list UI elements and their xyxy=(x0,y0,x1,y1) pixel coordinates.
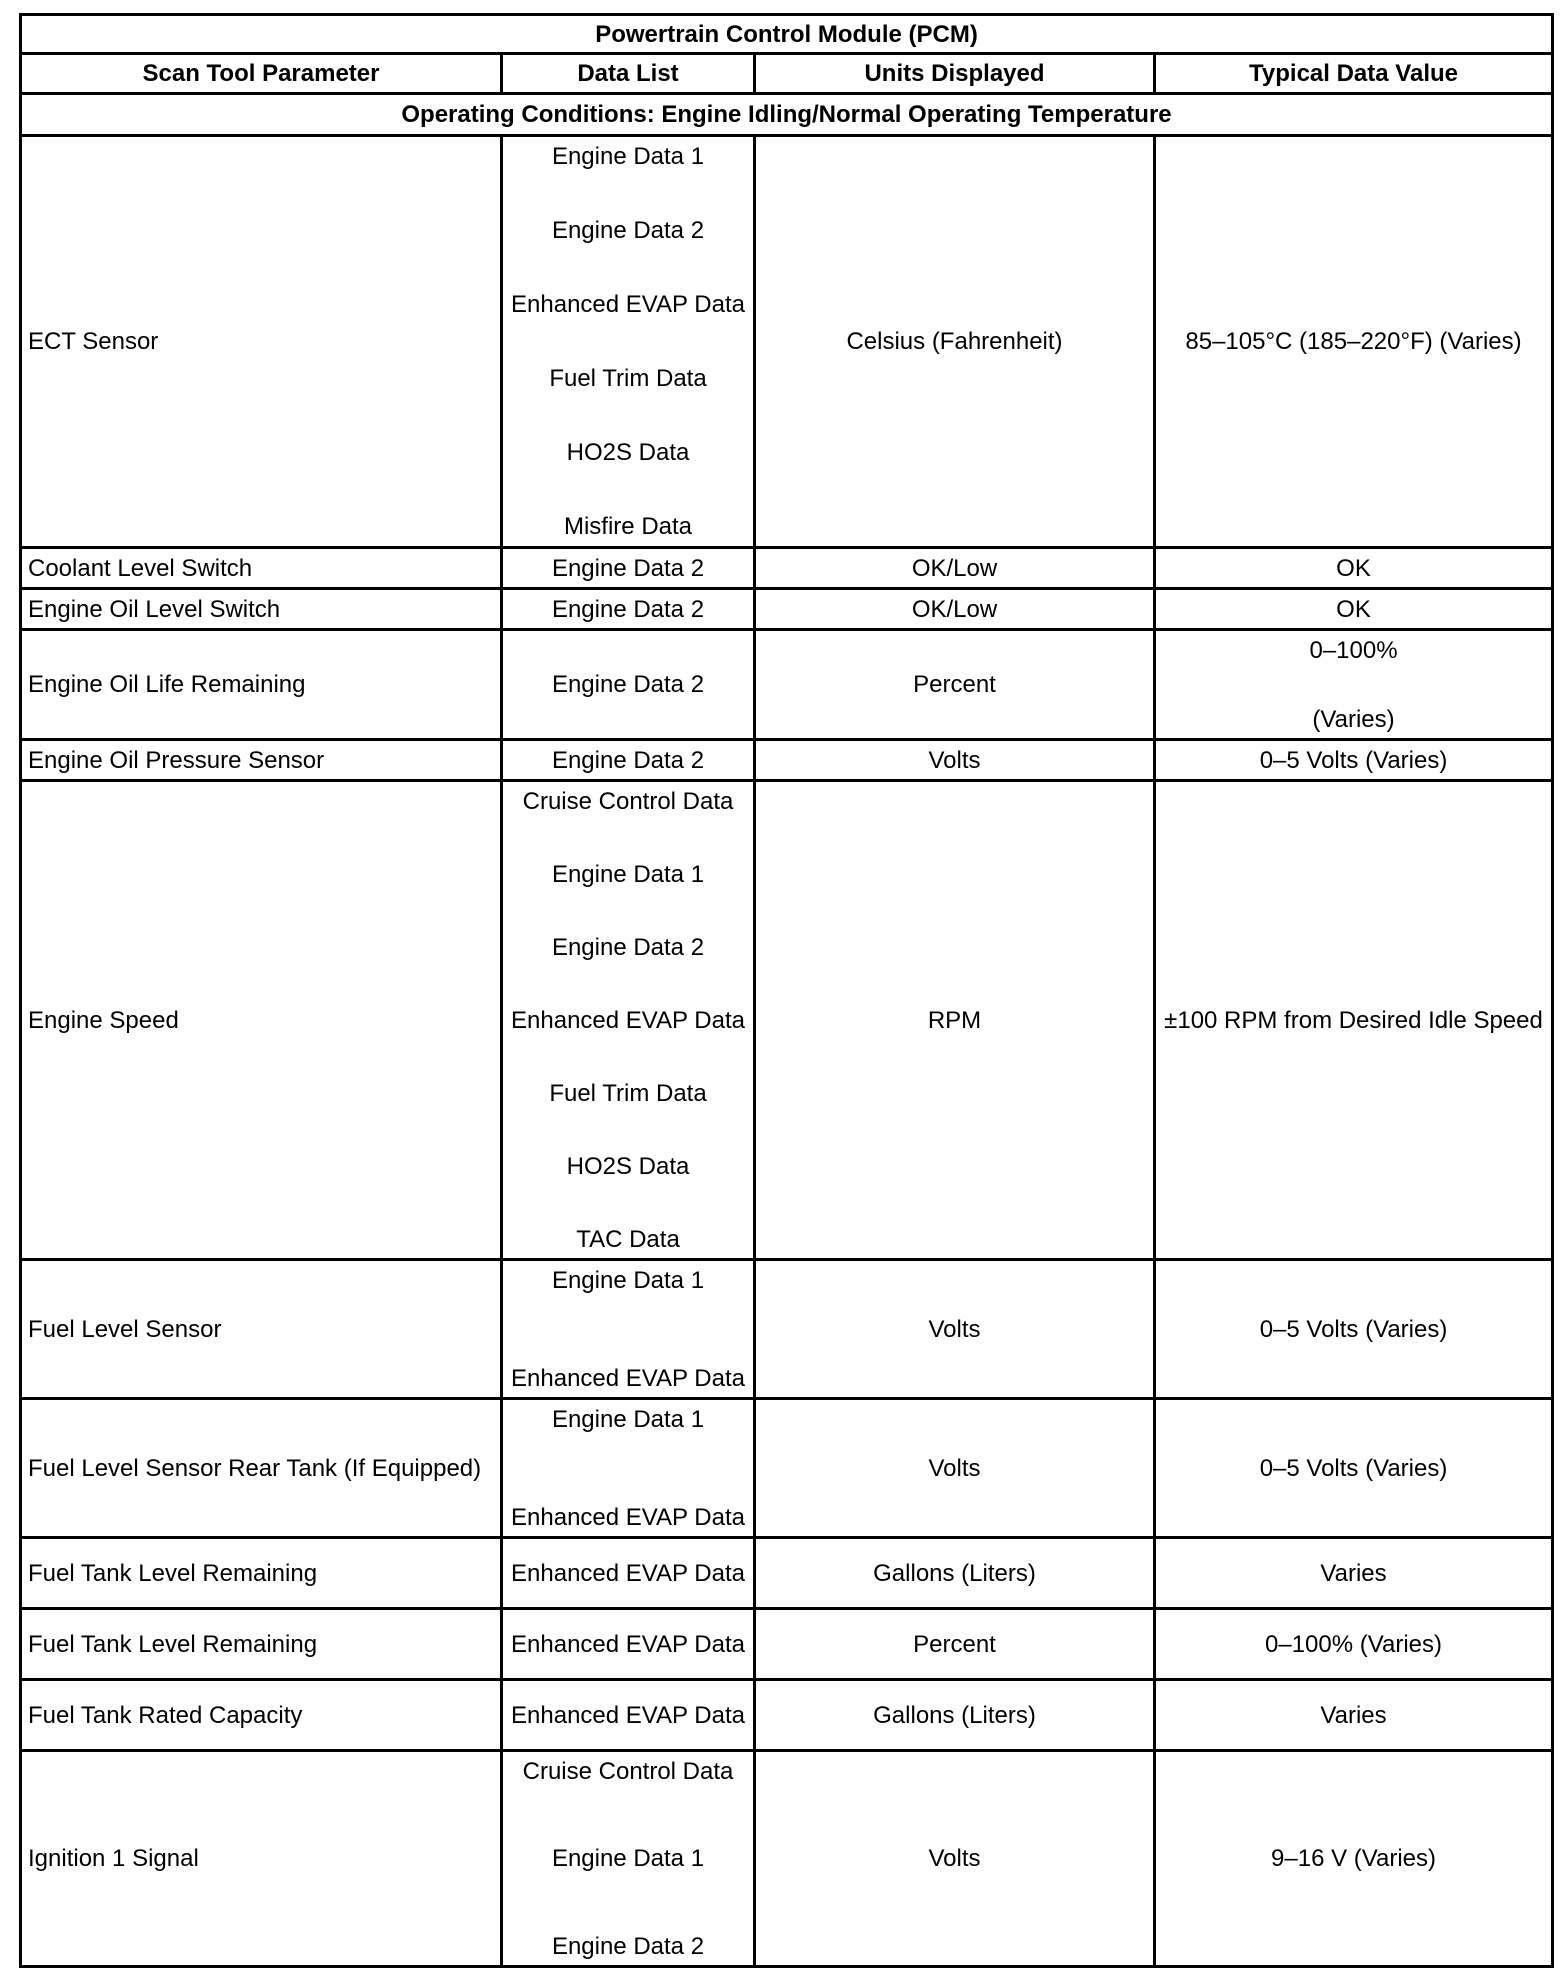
scan-tool-parameter-cell: Coolant Level Switch xyxy=(21,548,502,589)
scan-tool-parameter-cell: Fuel Tank Level Remaining xyxy=(21,1609,502,1680)
data-list-cell xyxy=(502,1751,755,1967)
data-list-cell xyxy=(502,740,755,781)
data-list-item: Fuel Trim Data xyxy=(549,365,707,393)
units-displayed-cell: OK/Low xyxy=(755,589,1155,630)
header-scan-tool-parameter: Scan Tool Parameter xyxy=(21,54,502,94)
data-list-stack xyxy=(509,787,747,1254)
data-list-item: Engine Data 2 xyxy=(551,933,705,961)
data-list-stack xyxy=(509,1266,747,1393)
data-list-cell xyxy=(502,1260,755,1399)
data-list-item: TAC Data xyxy=(576,1225,680,1253)
typical-data-value-cell xyxy=(1155,1680,1553,1751)
typical-data-value-cell xyxy=(1155,740,1553,781)
table-row xyxy=(21,136,1553,548)
table-row xyxy=(21,1538,1553,1609)
table-row xyxy=(21,1260,1553,1399)
typical-value-stack xyxy=(1162,746,1545,775)
typical-data-value-cell xyxy=(1155,630,1553,740)
table-row xyxy=(21,1399,1553,1538)
header-data-list: Data List xyxy=(502,54,755,94)
data-list-item: Engine Data 2 xyxy=(551,595,705,623)
data-list-item: Enhanced EVAP Data xyxy=(511,1006,745,1034)
header-units-displayed: Units Displayed xyxy=(755,54,1155,94)
data-list-cell xyxy=(502,1538,755,1609)
typical-data-value-cell xyxy=(1155,136,1553,548)
typical-value-line: ±100 RPM from Desired Idle Speed xyxy=(1164,1006,1543,1034)
typical-value-stack xyxy=(1162,1615,1545,1674)
units-displayed-cell: Volts xyxy=(755,740,1155,781)
data-list-item: HO2S Data xyxy=(566,1152,690,1180)
units-displayed-cell: Percent xyxy=(755,1609,1155,1680)
typical-value-line: 0–5 Volts (Varies) xyxy=(1259,746,1448,774)
typical-value-line: 0–5 Volts (Varies) xyxy=(1259,1315,1448,1343)
typical-value-line: 0–100% (Varies) xyxy=(1265,1630,1442,1658)
data-list-item: Engine Data 2 xyxy=(551,671,705,698)
data-list-stack xyxy=(509,746,747,775)
units-displayed-cell: Volts xyxy=(755,1399,1155,1538)
data-list-item: Engine Data 1 xyxy=(551,860,705,888)
typical-value-line: 0–100% xyxy=(1309,636,1398,664)
typical-value-stack xyxy=(1162,595,1545,624)
units-displayed-cell: Volts xyxy=(755,1260,1155,1399)
data-list-stack xyxy=(509,1544,747,1603)
typical-data-value-cell xyxy=(1155,781,1553,1260)
data-list-cell xyxy=(502,1680,755,1751)
scan-tool-parameter-cell: ECT Sensor xyxy=(21,136,502,548)
data-list-cell xyxy=(502,548,755,589)
data-list-item: Engine Data 1 xyxy=(551,1845,705,1872)
data-list-item: Enhanced EVAP Data xyxy=(511,1630,745,1658)
data-list-cell xyxy=(502,630,755,740)
typical-data-value-cell xyxy=(1155,1399,1553,1538)
data-list-item: Cruise Control Data xyxy=(522,1757,734,1785)
table-row xyxy=(21,589,1553,630)
typical-data-value-cell xyxy=(1155,589,1553,630)
scan-tool-parameter-cell: Engine Oil Pressure Sensor xyxy=(21,740,502,781)
typical-value-stack xyxy=(1162,1266,1545,1393)
header-typical-data-value: Typical Data Value xyxy=(1155,54,1553,94)
data-list-item: Enhanced EVAP Data xyxy=(511,290,745,318)
typical-value-stack xyxy=(1162,142,1545,542)
typical-data-value-cell xyxy=(1155,1751,1553,1967)
typical-value-stack xyxy=(1162,1757,1545,1961)
table-row xyxy=(21,781,1553,1260)
units-displayed-cell: Percent xyxy=(755,630,1155,740)
units-displayed-cell: Volts xyxy=(755,1751,1155,1967)
typical-data-value-cell xyxy=(1155,548,1553,589)
units-displayed-cell: Celsius (Fahrenheit) xyxy=(755,136,1155,548)
table-row xyxy=(21,1751,1553,1967)
scan-tool-parameter-cell: Engine Oil Life Remaining xyxy=(21,630,502,740)
typical-value-stack xyxy=(1162,554,1545,583)
units-displayed-cell: RPM xyxy=(755,781,1155,1260)
typical-value-line: OK xyxy=(1336,554,1371,582)
data-list-cell xyxy=(502,781,755,1260)
units-displayed-cell: Gallons (Liters) xyxy=(755,1538,1155,1609)
typical-data-value-cell xyxy=(1155,1609,1553,1680)
typical-value-stack xyxy=(1162,787,1545,1254)
scan-tool-parameter-cell: Ignition 1 Signal xyxy=(21,1751,502,1967)
data-list-stack xyxy=(509,595,747,624)
table-title-row xyxy=(21,15,1553,54)
data-list-item: Enhanced EVAP Data xyxy=(511,1559,745,1587)
data-list-item: Engine Data 1 xyxy=(551,142,705,170)
typical-value-line: 9–16 V (Varies) xyxy=(1271,1845,1436,1872)
data-list-cell xyxy=(502,589,755,630)
scan-tool-parameter-cell: Fuel Tank Rated Capacity xyxy=(21,1680,502,1751)
typical-value-line: Varies xyxy=(1320,1701,1387,1729)
table-row xyxy=(21,1680,1553,1751)
typical-value-stack xyxy=(1162,1544,1545,1603)
scan-tool-parameter-cell: Fuel Level Sensor xyxy=(21,1260,502,1399)
data-list-item: Enhanced EVAP Data xyxy=(511,1701,745,1729)
data-list-item: Engine Data 2 xyxy=(551,554,705,582)
typical-data-value-cell xyxy=(1155,1260,1553,1399)
typical-value-stack xyxy=(1162,1405,1545,1532)
data-list-stack xyxy=(509,1615,747,1674)
data-list-item: Engine Data 2 xyxy=(551,746,705,774)
data-list-item: Engine Data 2 xyxy=(551,1932,705,1960)
table-row xyxy=(21,548,1553,589)
units-displayed-cell: Gallons (Liters) xyxy=(755,1680,1155,1751)
data-list-stack xyxy=(509,142,747,542)
data-list-stack xyxy=(509,554,747,583)
pcm-data-table xyxy=(19,13,1554,1968)
data-list-cell xyxy=(502,1609,755,1680)
data-list-item: Fuel Trim Data xyxy=(549,1079,707,1107)
typical-value-line: 85–105°C (185–220°F) (Varies) xyxy=(1185,328,1522,355)
data-list-item: Enhanced EVAP Data xyxy=(511,1503,745,1531)
table-row xyxy=(21,630,1553,740)
table-body xyxy=(21,136,1553,1967)
table-title: Powertrain Control Module (PCM) xyxy=(21,15,1553,54)
data-list-item: HO2S Data xyxy=(566,439,690,467)
data-list-stack xyxy=(509,1686,747,1745)
scan-tool-parameter-cell: Engine Speed xyxy=(21,781,502,1260)
scan-tool-parameter-cell: Fuel Level Sensor Rear Tank (If Equipped) xyxy=(21,1399,502,1538)
data-list-stack xyxy=(509,1757,747,1961)
data-list-item: Engine Data 1 xyxy=(551,1266,705,1294)
data-list-item: Engine Data 2 xyxy=(551,216,705,244)
typical-value-stack xyxy=(1162,636,1545,734)
data-list-item: Misfire Data xyxy=(563,513,693,541)
operating-conditions: Operating Conditions: Engine Idling/Normal Operating Temperature xyxy=(21,94,1553,136)
typical-value-line: 0–5 Volts (Varies) xyxy=(1259,1454,1448,1482)
pcm-data-table-container xyxy=(19,13,1551,1968)
data-list-cell xyxy=(502,136,755,548)
typical-data-value-cell xyxy=(1155,1538,1553,1609)
data-list-item: Enhanced EVAP Data xyxy=(511,1364,745,1392)
table-row xyxy=(21,1609,1553,1680)
typical-value-line: Varies xyxy=(1320,1559,1387,1587)
data-list-item: Cruise Control Data xyxy=(522,787,734,815)
table-row xyxy=(21,740,1553,781)
units-displayed-cell: OK/Low xyxy=(755,548,1155,589)
data-list-stack xyxy=(509,1405,747,1532)
data-list-stack xyxy=(509,636,747,734)
section-row xyxy=(21,94,1553,136)
typical-value-line: (Varies) xyxy=(1312,705,1395,733)
typical-value-stack xyxy=(1162,1686,1545,1745)
scan-tool-parameter-cell: Fuel Tank Level Remaining xyxy=(21,1538,502,1609)
data-list-item: Engine Data 1 xyxy=(551,1405,705,1433)
scan-tool-parameter-cell: Engine Oil Level Switch xyxy=(21,589,502,630)
typical-value-line: OK xyxy=(1336,595,1371,623)
column-header-row xyxy=(21,54,1553,94)
data-list-cell xyxy=(502,1399,755,1538)
